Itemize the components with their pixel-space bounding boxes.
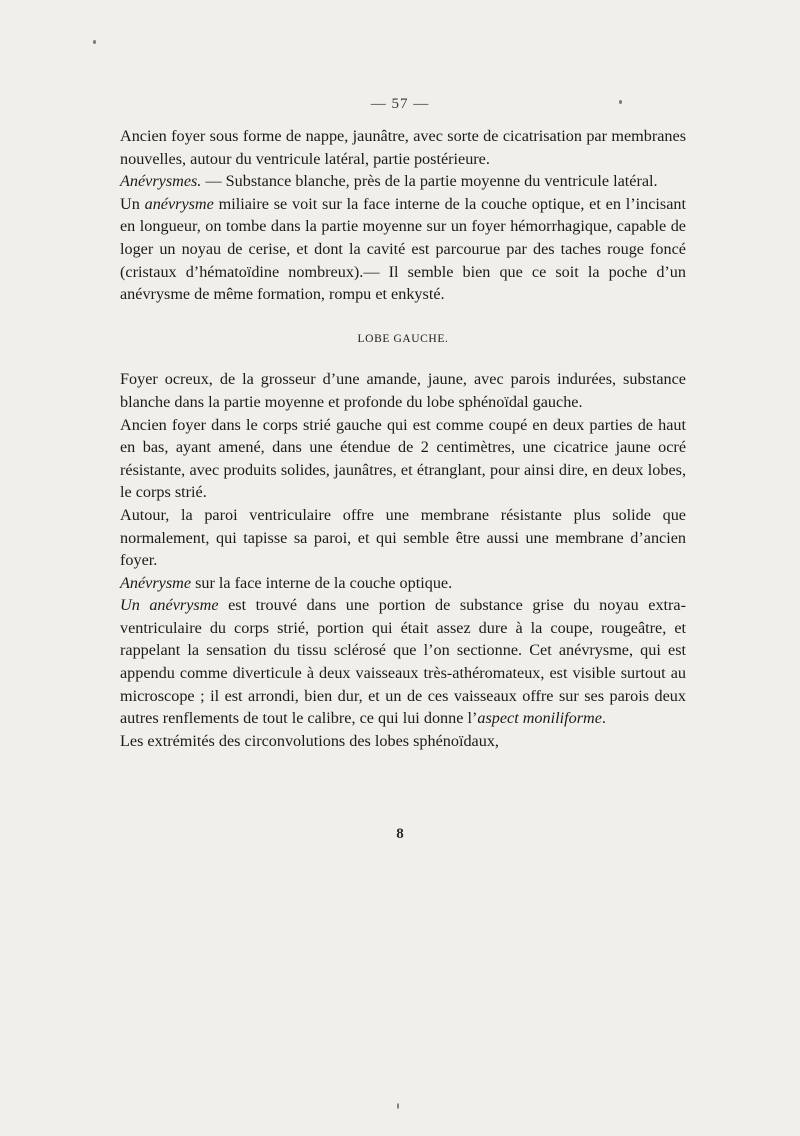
signature-mark: 8 bbox=[396, 826, 404, 842]
section-heading: LOBE GAUCHE. bbox=[357, 332, 449, 345]
paragraph-text: . bbox=[601, 709, 606, 728]
paragraph: Foyer ocreux, de la grosseur d’une amande, jaune, avec parois indurées, substance blanche dans la partie moyenne et profonde du lobe sphénoïdal gauche. bbox=[120, 370, 686, 411]
italic-term: Un anévrysme bbox=[120, 596, 219, 615]
paragraph-text: sur la face interne de la couche optique. bbox=[191, 573, 453, 592]
paragraph: Ancien foyer dans le corps strié gauche qui est comme coupé en deux parties de haut en bas, ayant amené, dans une étendue de 2 centimètres, une cicatrice jaune ocré résistante, avec produits solides, jaunâtres, et étranglant, pour ainsi dire, en deux lobes, le corps strié. bbox=[120, 415, 686, 502]
paragraph bbox=[120, 170, 686, 193]
paragraph-text: est trouvé dans une portion de substance grise du noyau extra-ventriculaire du corps strié, portion qui était assez dure à la coupe, rougeâtre, et rappelant la sensation du tissu sclérosé que l’on sectionne. Cet anévrysme, qui est appendu comme diverticule à deux vaisseaux très-athéromateux, est visible surtout au microscope ; il est arrondi, bien dur, et un de ces vaisseaux offre sur ses parois deux autres renflements de tout le calibre, ce qui lui donne l’ bbox=[120, 596, 686, 728]
italic-term: aspect moniliforme bbox=[477, 709, 602, 728]
paragraph-text: — Substance blanche, près de la partie moyenne du ventricule latéral. bbox=[201, 172, 658, 191]
italic-term: anévrysme bbox=[144, 194, 214, 213]
paragraph bbox=[120, 193, 686, 306]
paper-speck bbox=[93, 40, 96, 44]
paragraph: Les extrémités des circonvolutions des lobes sphénoïdaux, bbox=[120, 731, 499, 750]
paragraph bbox=[120, 594, 686, 730]
paragraph: Autour, la paroi ventriculaire offre une membrane résistante plus solide que normalement, qui tapisse sa paroi, et qui semble être aussi une membrane d’ancien foyer. bbox=[120, 505, 686, 570]
paragraph: Ancien foyer sous forme de nappe, jaunâtre, avec sorte de cicatrisation par membranes nouvelles, autour du ventricule latéral, partie postérieure. bbox=[120, 127, 686, 168]
italic-term: Anévrysme bbox=[120, 573, 192, 592]
paragraph bbox=[120, 572, 686, 595]
paragraph-text: miliaire se voit sur la face interne de la couche optique, et en l’incisant en longueur, on tombe dans la partie moyenne sur un foyer hémorrhagique, capable de loger un noyau de cerise, et dont la cavité est parcourue par des taches rouge foncé (cristaux d’hématoïdine nombreux).— Il semble bien que ce soit la poche d’un anévrysme de même formation, rompu et enkysté. bbox=[120, 194, 686, 304]
body-text bbox=[120, 125, 686, 752]
italic-term: Anévrysmes. bbox=[120, 172, 202, 191]
page-number: — 57 — bbox=[370, 96, 430, 112]
paper-speck bbox=[397, 1103, 399, 1109]
paper-speck bbox=[619, 100, 622, 104]
paragraph-text: Un bbox=[120, 194, 145, 213]
